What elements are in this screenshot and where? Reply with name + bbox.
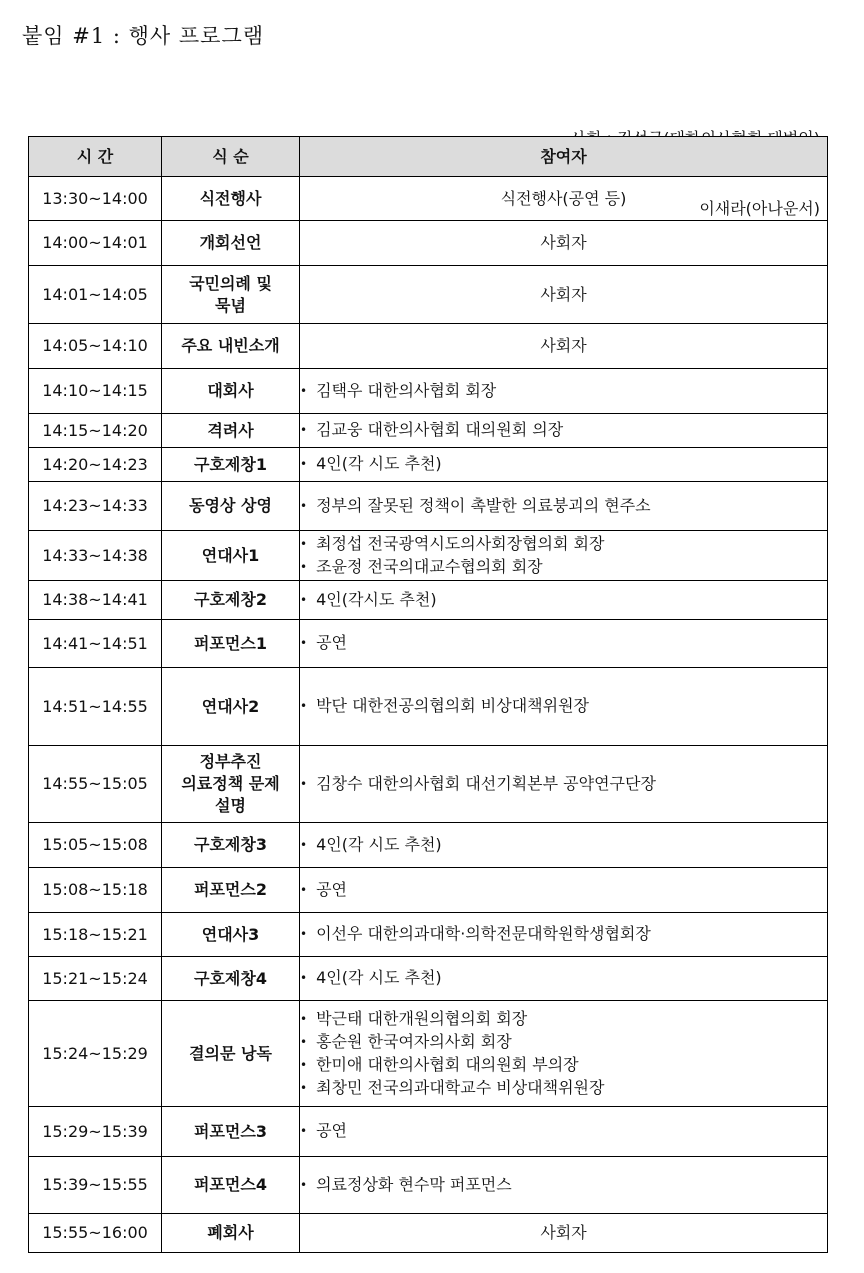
order-cell <box>162 369 300 414</box>
participant-bullet-item: • 김택우 대한의사협회 회장 <box>300 380 827 403</box>
time-cell: 14:33~14:38 <box>29 531 162 581</box>
time-cell: 14:01~14:05 <box>29 266 162 324</box>
order-line: 퍼포먼스1 <box>194 633 267 653</box>
table-row <box>29 957 828 1001</box>
time-cell: 14:10~14:15 <box>29 369 162 414</box>
order-cell <box>162 177 300 221</box>
table-row <box>29 531 828 581</box>
order-line: 연대사2 <box>201 696 260 716</box>
order-cell <box>162 531 300 581</box>
participants-cell <box>300 414 828 448</box>
time-cell: 14:38~14:41 <box>29 581 162 620</box>
participant-bullet-item: • 4인(각 시도 추천) <box>300 453 827 476</box>
participants-cell <box>300 581 828 620</box>
participant-bullet-item: • 4인(각 시도 추천) <box>300 834 827 857</box>
header-time: 시 간 <box>29 137 162 177</box>
order-line: 의료정책 문제 <box>181 774 280 793</box>
table-row <box>29 823 828 868</box>
order-cell <box>162 221 300 266</box>
order-cell <box>162 668 300 746</box>
order-line: 구호제창1 <box>194 454 267 474</box>
participant-bullet-item: • 공연 <box>300 632 827 655</box>
order-cell <box>162 1214 300 1253</box>
table-row <box>29 746 828 823</box>
participants-cell <box>300 324 828 369</box>
table-row <box>29 1214 828 1253</box>
participant-bullet-item: • 김교웅 대한의사협회 대의원회 의장 <box>300 419 827 442</box>
participants-cell <box>300 266 828 324</box>
time-cell: 15:18~15:21 <box>29 913 162 957</box>
order-line: 퍼포먼스3 <box>194 1121 267 1141</box>
participants-cell <box>300 221 828 266</box>
order-line: 구호제창3 <box>194 835 267 854</box>
participants-cell <box>300 957 828 1001</box>
participant-text: 사회자 <box>540 1223 587 1242</box>
participant-text: 사회자 <box>540 284 587 304</box>
participants-cell <box>300 746 828 823</box>
order-line: 퍼포먼스2 <box>194 880 267 899</box>
participant-bullet-item: • 홍순원 한국여자의사회 회장 <box>300 1031 827 1054</box>
header-order: 식 순 <box>162 137 300 177</box>
participants-cell <box>300 177 828 221</box>
time-cell: 14:55~15:05 <box>29 746 162 823</box>
time-cell: 15:39~15:55 <box>29 1157 162 1214</box>
order-line: 연대사1 <box>201 545 260 565</box>
time-cell: 15:55~16:00 <box>29 1214 162 1253</box>
order-cell <box>162 823 300 868</box>
participant-text: 식전행사(공연 등) <box>500 188 627 208</box>
participant-bullet-item: • 조윤정 전국의대교수협의회 회장 <box>300 556 827 579</box>
order-cell <box>162 868 300 913</box>
table-row <box>29 581 828 620</box>
order-cell <box>162 746 300 823</box>
table-row <box>29 868 828 913</box>
participant-text: 사회자 <box>540 336 587 355</box>
participants-cell <box>300 531 828 581</box>
order-line: 정부추진 <box>199 752 262 771</box>
participants-cell <box>300 620 828 668</box>
order-line: 퍼포먼스4 <box>194 1175 267 1194</box>
participants-cell <box>300 1107 828 1157</box>
table-row <box>29 1001 828 1107</box>
order-cell <box>162 913 300 957</box>
order-cell <box>162 581 300 620</box>
time-cell: 14:20~14:23 <box>29 448 162 482</box>
order-line: 식전행사 <box>199 188 262 208</box>
table-row <box>29 414 828 448</box>
participants-cell <box>300 668 828 746</box>
participant-bullet-item: • 박근태 대한개원의협의회 회장 <box>300 1008 827 1031</box>
participant-bullet-item: • 4인(각시도 추천) <box>300 589 827 612</box>
time-cell: 14:23~14:33 <box>29 482 162 531</box>
order-line: 구호제창4 <box>194 968 267 988</box>
time-cell: 14:51~14:55 <box>29 668 162 746</box>
table-row <box>29 324 828 369</box>
table-row <box>29 668 828 746</box>
table-row <box>29 266 828 324</box>
table-row <box>29 1107 828 1157</box>
order-line: 묵념 <box>215 295 246 315</box>
participant-bullet-item: • 최창민 전국의과대학교수 비상대책위원장 <box>300 1077 827 1100</box>
table-row <box>29 913 828 957</box>
order-line: 격려사 <box>207 420 254 440</box>
participants-cell <box>300 1001 828 1107</box>
participant-bullet-item: • 4인(각 시도 추천) <box>300 967 827 990</box>
table-row <box>29 177 828 221</box>
header-participants: 참여자 <box>300 137 828 177</box>
program-body <box>29 177 828 1253</box>
time-cell: 15:24~15:29 <box>29 1001 162 1107</box>
time-cell: 13:30~14:00 <box>29 177 162 221</box>
participant-bullet-item: • 최정섭 전국광역시도의사회장협의회 회장 <box>300 533 827 556</box>
table-row <box>29 1157 828 1214</box>
participant-bullet-item: • 의료정상화 현수막 퍼포먼스 <box>300 1174 827 1197</box>
time-cell: 14:00~14:01 <box>29 221 162 266</box>
order-cell <box>162 620 300 668</box>
order-line: 국민의례 및 <box>189 273 272 293</box>
table-row <box>29 482 828 531</box>
participants-cell <box>300 1157 828 1214</box>
order-line: 결의문 낭독 <box>189 1043 272 1063</box>
order-line: 개회선언 <box>199 233 262 252</box>
order-cell <box>162 448 300 482</box>
order-line: 구호제창2 <box>194 590 267 609</box>
time-cell: 15:21~15:24 <box>29 957 162 1001</box>
participants-cell <box>300 823 828 868</box>
participants-cell <box>300 448 828 482</box>
order-line: 설명 <box>215 796 246 815</box>
time-cell: 15:05~15:08 <box>29 823 162 868</box>
participants-cell <box>300 369 828 414</box>
table-header-row <box>29 137 828 177</box>
participant-bullet-item: • 박단 대한전공의협의회 비상대책위원장 <box>300 695 827 718</box>
order-cell <box>162 1001 300 1107</box>
order-line: 폐회사 <box>207 1223 254 1242</box>
table-row <box>29 369 828 414</box>
time-cell: 14:41~14:51 <box>29 620 162 668</box>
order-cell <box>162 324 300 369</box>
participant-bullet-item: • 공연 <box>300 879 827 902</box>
time-cell: 15:08~15:18 <box>29 868 162 913</box>
order-line: 동영상 상영 <box>189 496 272 515</box>
participants-cell <box>300 913 828 957</box>
order-cell <box>162 414 300 448</box>
table-row <box>29 221 828 266</box>
order-line: 주요 내빈소개 <box>181 336 280 355</box>
participants-cell <box>300 1214 828 1253</box>
time-cell: 14:05~14:10 <box>29 324 162 369</box>
order-cell <box>162 1107 300 1157</box>
participant-text: 사회자 <box>540 233 587 252</box>
program-table <box>28 136 828 1253</box>
participant-bullet-item: • 한미애 대한의사협회 대의원회 부의장 <box>300 1054 827 1077</box>
order-cell <box>162 266 300 324</box>
time-cell: 15:29~15:39 <box>29 1107 162 1157</box>
participant-bullet-item: • 공연 <box>300 1120 827 1143</box>
participants-cell <box>300 482 828 531</box>
order-line: 연대사3 <box>201 924 260 944</box>
order-line: 대회사 <box>207 381 254 400</box>
participant-bullet-item: • 정부의 잘못된 정책이 촉발한 의료붕괴의 현주소 <box>300 495 827 518</box>
table-row <box>29 448 828 482</box>
table-row <box>29 620 828 668</box>
time-cell: 14:15~14:20 <box>29 414 162 448</box>
page-title: 붙임 #1 : 행사 프로그램 <box>22 24 265 48</box>
participants-cell <box>300 868 828 913</box>
order-cell <box>162 482 300 531</box>
order-cell <box>162 957 300 1001</box>
participant-bullet-item: • 김창수 대한의사협회 대선기획본부 공약연구단장 <box>300 773 827 796</box>
participant-bullet-item: • 이선우 대한의과대학·의학전문대학원학생협회장 <box>300 923 827 946</box>
order-cell <box>162 1157 300 1214</box>
host-line-second: 이새라(아나운서) <box>699 199 820 218</box>
